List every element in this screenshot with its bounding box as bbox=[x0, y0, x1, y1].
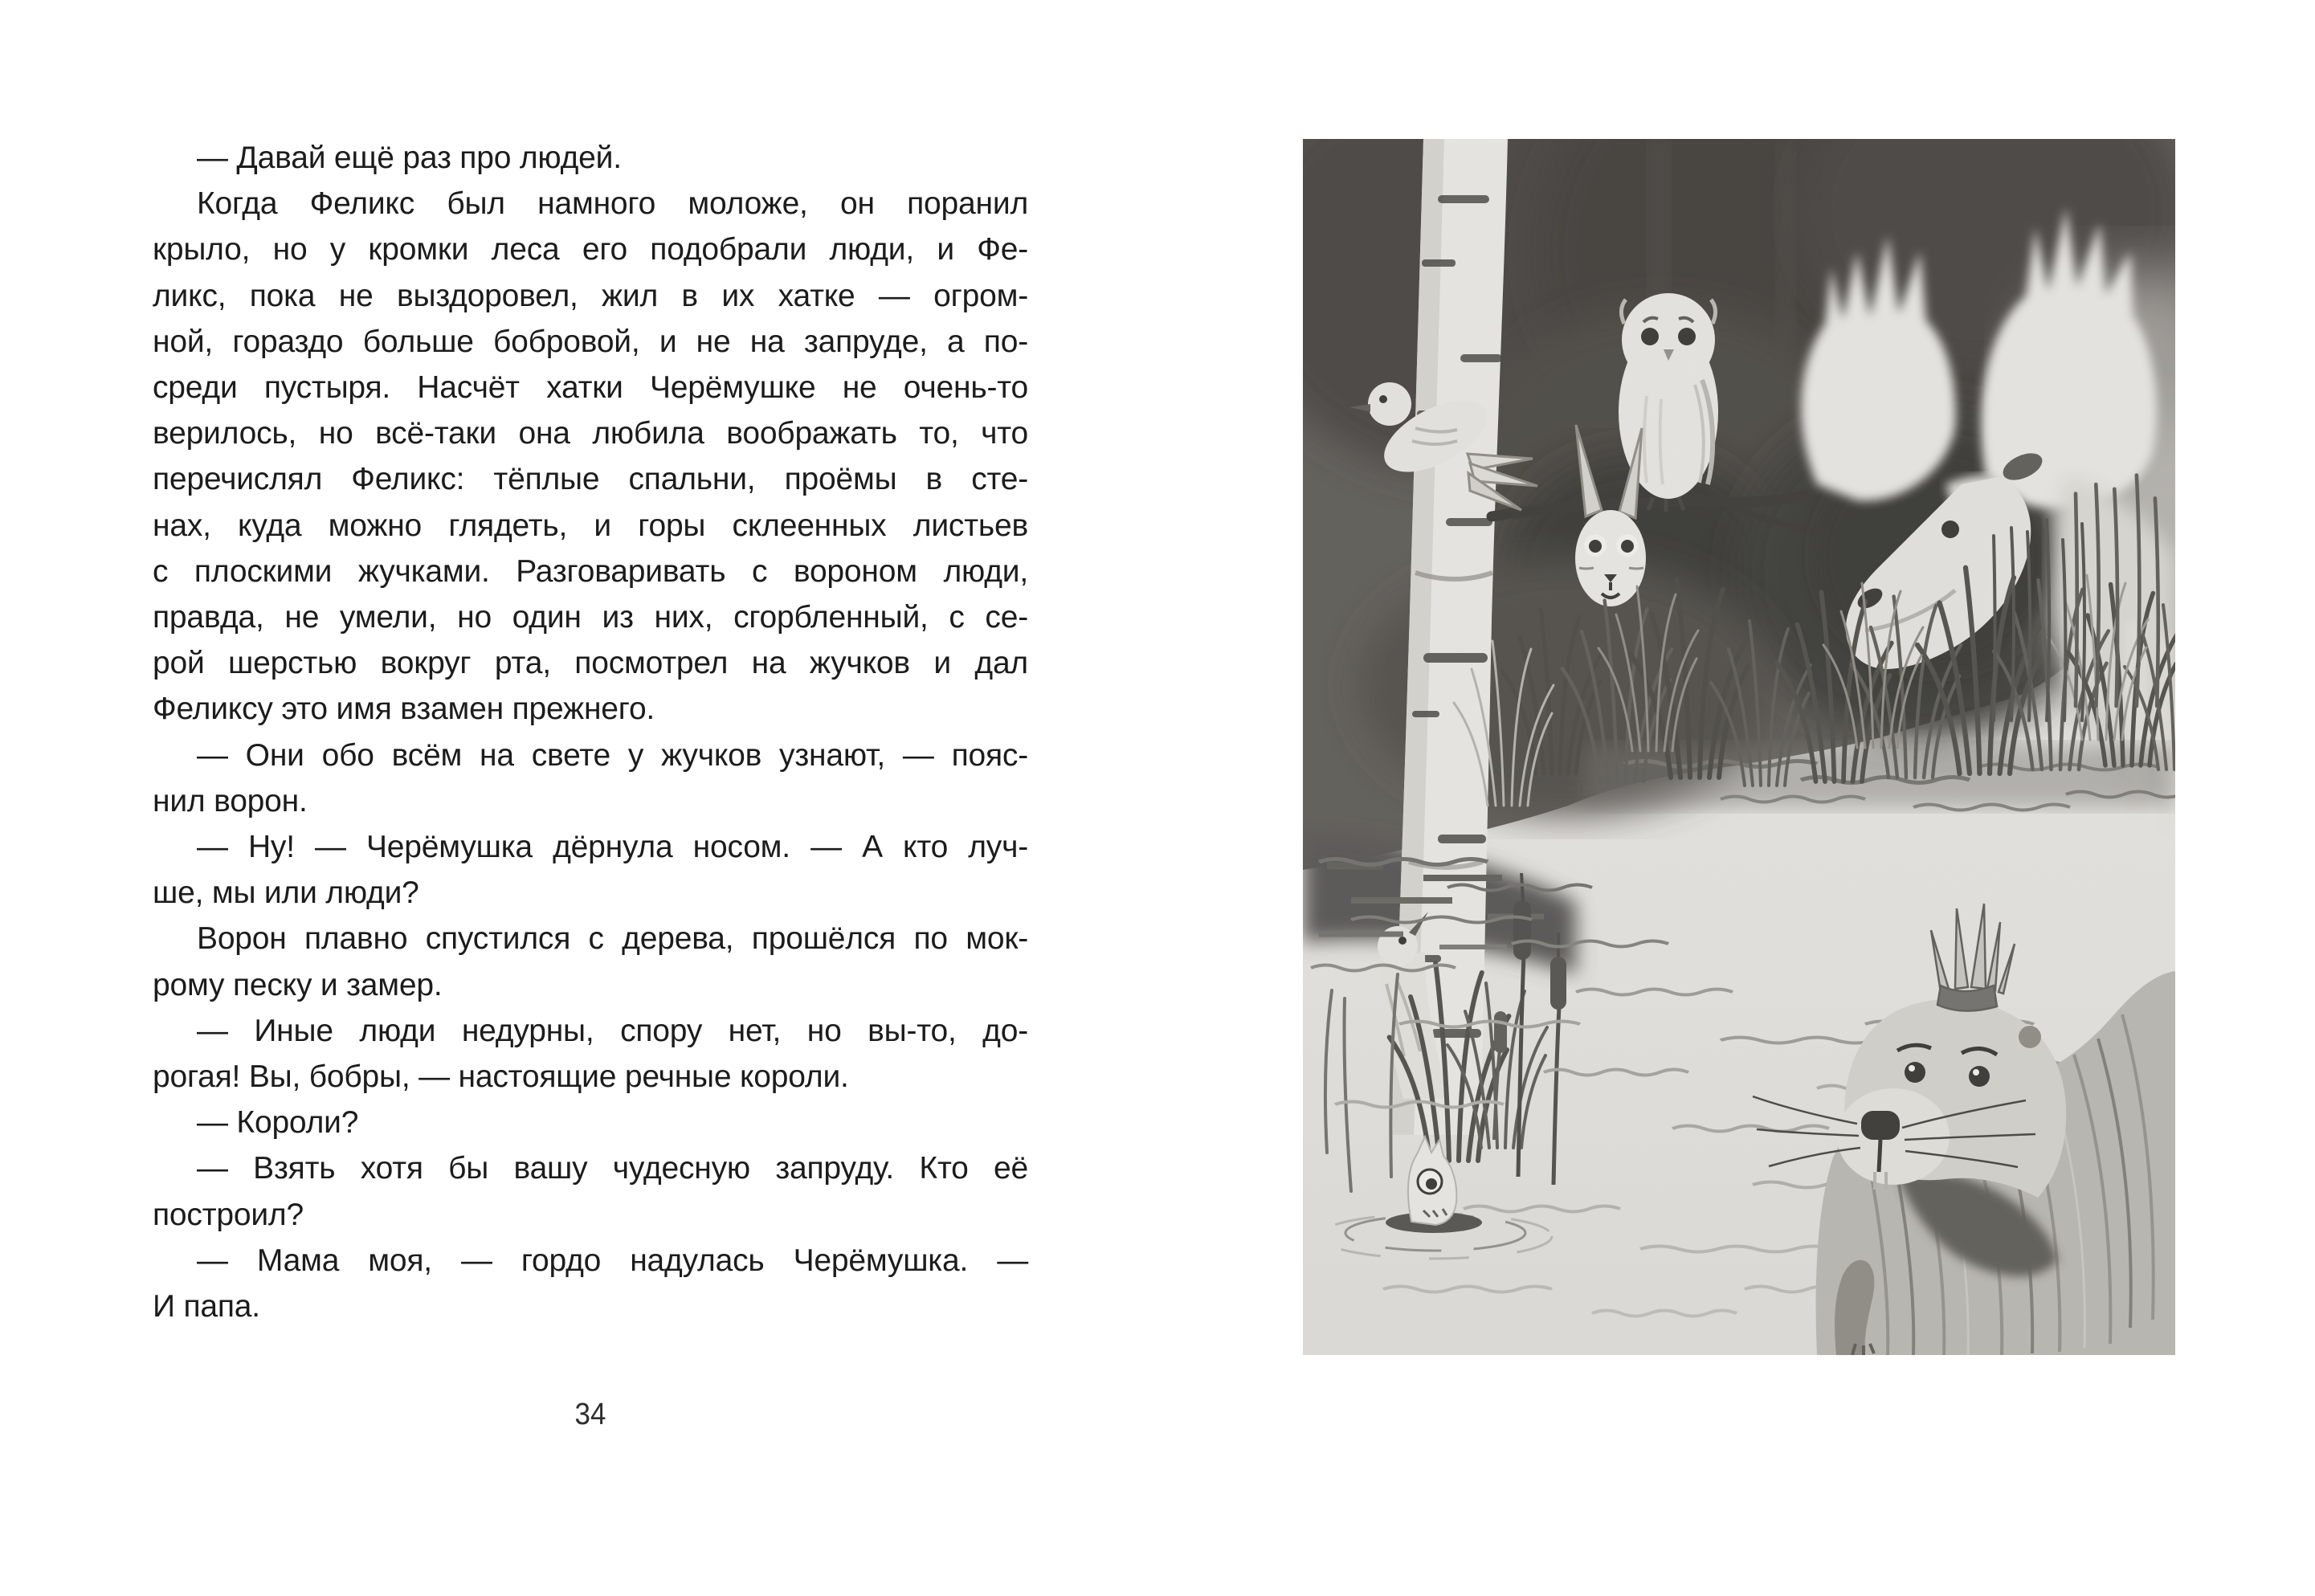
illustration bbox=[1303, 139, 2175, 1355]
text-line: нах, куда можно глядеть, и горы склеенных листьев bbox=[153, 508, 1028, 543]
story-text bbox=[153, 135, 1028, 1329]
text-line: правда, не умели, но один из них, сгорбленный, с се- bbox=[153, 600, 1028, 635]
text-line: — Короли? bbox=[197, 1105, 359, 1141]
text-line: перечислял Феликс: тёплые спальни, проёмы в сте- bbox=[153, 462, 1028, 497]
text-line: Феликсу это имя взамен прежнего. bbox=[153, 692, 655, 727]
text-line: построил? bbox=[153, 1197, 304, 1232]
text-line: — Ну! — Черёмушка дёрнула носом. — А кто луч- bbox=[197, 830, 1028, 865]
text-line: ше, мы или люди? bbox=[153, 876, 419, 911]
text-line: — Взять хотя бы вашу чудесную запруду. Кто её bbox=[197, 1151, 1028, 1186]
text-line: нил ворон. bbox=[153, 783, 308, 818]
illustration-svg bbox=[1303, 139, 2175, 1355]
text-line: Когда Феликс был намного моложе, он поранил bbox=[197, 186, 1028, 222]
text-line: ликс, пока не выздоровел, жил в их хатке — огром- bbox=[153, 278, 1028, 313]
text-line: ной, гораздо больше бобровой, и не на запруде, а по- bbox=[153, 324, 1028, 359]
text-line: среди пустыря. Насчёт хатки Черёмушке не очень-то bbox=[153, 370, 1028, 406]
text-line: верилось, но всё-таки она любила воображать то, что bbox=[153, 416, 1028, 451]
text-line: — Иные люди недурны, спору нет, но вы-то, до- bbox=[197, 1013, 1028, 1048]
text-line: рогая! Вы, бобры, — настоящие речные короли. bbox=[153, 1059, 849, 1095]
text-line: крыло, но у кромки леса его подобрали люди, и Фе- bbox=[153, 232, 1028, 267]
text-line: Ворон плавно спустился с дерева, прошёлся по мок- bbox=[197, 921, 1028, 957]
text-line: — Мама моя, — гордо надулась Черёмушка. — bbox=[197, 1243, 1028, 1278]
text-line: И папа. bbox=[153, 1289, 260, 1325]
text-line: — Давай ещё раз про людей. bbox=[197, 141, 622, 175]
text-line: с плоскими жучками. Разговаривать с вороном люди, bbox=[153, 553, 1028, 589]
pencil-grain bbox=[1303, 139, 2175, 1355]
text-line: — Они обо всём на свете у жучков узнают, — пояс- bbox=[197, 737, 1028, 773]
text-line: рой шерстью вокруг рта, посмотрел на жучков и дал bbox=[153, 646, 1028, 681]
page-number: 34 bbox=[574, 1398, 606, 1431]
text-line: рому песку и замер. bbox=[153, 967, 443, 1002]
